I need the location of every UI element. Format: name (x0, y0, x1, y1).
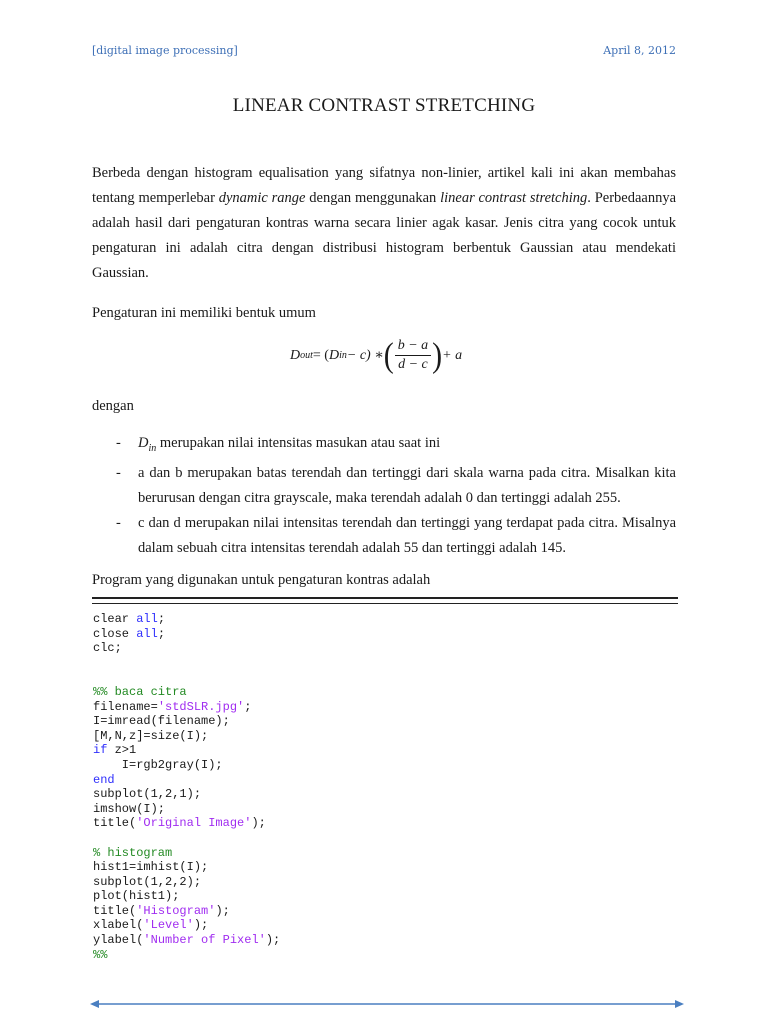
code-line: clc; (93, 641, 122, 656)
code-line: title('Histogram'); (93, 903, 230, 918)
code-line: [M,N,z]=size(I); (93, 728, 209, 743)
program-intro: Program yang digunakan untuk pengaturan kontras adalah (92, 572, 431, 588)
code-line: % histogram (93, 845, 173, 860)
formula-intro: Pengaturan ini memiliki bentuk umum (92, 305, 316, 321)
code-line: xlabel('Level'); (93, 918, 209, 933)
code-line (93, 670, 280, 685)
page-header (92, 44, 676, 60)
code-line: subplot(1,2,1); (93, 787, 202, 802)
code-line: subplot(1,2,2); (93, 874, 202, 889)
code-line: I=imread(filename); (93, 714, 230, 729)
code-line: end (93, 772, 115, 787)
code-line: I=rgb2gray(I); (93, 757, 223, 772)
code-line: imshow(I); (93, 801, 166, 816)
code-line: plot(hist1); (93, 889, 180, 904)
code-line: close all; (93, 626, 166, 641)
list-item: - c dan d merupakan nilai intensitas terendah dan tertinggi yang terdapat pada citra. Misalnya dalam sebuah citra intensitas terendah adalah 55 dan tertinggi adalah 145. (116, 514, 676, 556)
definition-list (92, 431, 676, 561)
code-line: %% (93, 947, 108, 962)
header-topic: [digital image processing] (92, 44, 238, 57)
intro-paragraph: Berbeda dengan histogram equalisation yang sifatnya non-linier, artikel kali ini akan membahas tentang memperlebar dynamic range dengan menggunakan linear contrast stretching. Perbedaannya adalah hasil dari pengaturan kontras warna secara linier agak kasar. Jenis citra yang cocok untuk pengaturan ini adalah citra dengan distribusi histogram berbentuk Gaussian atau mendekati Gaussian. (92, 165, 677, 281)
header-date: April 8, 2012 (603, 44, 676, 57)
list-item: - a dan b merupakan batas terendah dan tertinggi dari skala warna pada citra. Misalkan kita berurusan dengan citra grayscale, maka terendah adalah 0 dan tertinggi adalah 255. (116, 464, 676, 506)
code-line: %% baca citra (93, 684, 187, 699)
contrast-formula: D out = ( D in − c) ∗ ( $\frac{b - a}{d - c}$ ) + a (290, 335, 463, 374)
list-item: - $D_{in}$ merupakan nilai intensitas masukan atau saat ini (116, 435, 441, 454)
code-line (93, 831, 280, 846)
double-arrow-rule-icon (90, 996, 684, 1012)
code-line (93, 656, 280, 671)
code-line: title('Original Image'); (93, 816, 266, 831)
code-line: if z>1 (93, 743, 137, 758)
emphasis-linear-contrast: linear contrast stretching (440, 190, 588, 206)
code-line: filename='stdSLR.jpg'; (93, 699, 252, 714)
code-line: hist1=imhist(I); (93, 860, 209, 875)
code-line: clear all; (93, 612, 166, 626)
code-line: ylabel('Number of Pixel'); (93, 933, 281, 948)
code-top-rule (92, 597, 678, 604)
code-block (93, 612, 280, 962)
dengan-label: dengan (92, 398, 134, 414)
emphasis-dynamic-range: dynamic range (218, 190, 306, 206)
document-title: LINEAR CONTRAST STRETCHING (232, 95, 536, 116)
formula-fraction: $\frac{b - a}{d - c}$ (395, 338, 431, 373)
